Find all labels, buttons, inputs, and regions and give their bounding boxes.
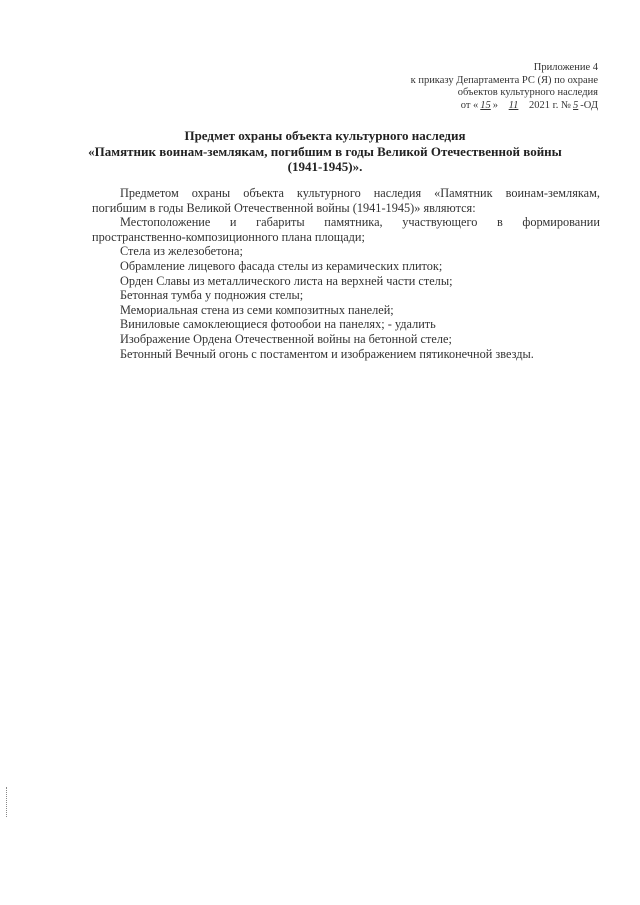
list-item: Мемориальная стена из семи композитных панелей; bbox=[120, 302, 394, 317]
document-title bbox=[60, 128, 590, 175]
order-suffix: -ОД bbox=[580, 99, 598, 111]
order-reference-cont: объектов культурного наследия bbox=[457, 87, 598, 98]
scan-edge-mark bbox=[6, 787, 8, 817]
list-item: Орден Славы из металлического листа на верхней части стелы; bbox=[120, 273, 453, 288]
title-line-2: «Памятник воинам-землякам, погибшим в годы Великой Отечественной войны bbox=[88, 143, 562, 159]
intro-paragraph-line-1: Предметом охраны объекта культурного наследия «Памятник воинам-землякам, bbox=[120, 186, 600, 200]
location-item-line-1: Местоположение и габариты памятника, участвующего в формировании bbox=[120, 215, 600, 230]
intro-paragraph-line-2: погибшим в годы Великой Отечественной войны (1941-1945)» являются: bbox=[92, 200, 476, 215]
order-month: 11 bbox=[508, 99, 519, 111]
list-item: Изображение Ордена Отечественной войны на бетонной стеле; bbox=[120, 331, 452, 346]
order-number: 5 bbox=[573, 99, 579, 111]
date-prefix: от « bbox=[460, 99, 479, 111]
list-item: Бетонная тумба у подножия стелы; bbox=[120, 288, 304, 303]
list-item: Стела из железобетона; bbox=[120, 244, 243, 259]
list-item: Виниловые самоклеющиеся фотообои на панелях; - удалить bbox=[120, 317, 436, 332]
title-line-3: (1941-1945)». bbox=[287, 159, 363, 174]
appendix-number: Приложение 4 bbox=[533, 62, 598, 73]
list-item: Бетонный Вечный огонь с постаментом и изображением пятиконечной звезды. bbox=[120, 346, 534, 361]
date-mid: » bbox=[492, 99, 499, 111]
list-item: Обрамление лицевого фасада стелы из керамических плиток; bbox=[120, 258, 443, 273]
order-year: 2021 г. № bbox=[529, 99, 572, 111]
order-date-line bbox=[338, 100, 598, 113]
title-line-1: Предмет охраны объекта культурного наследия bbox=[184, 128, 466, 143]
location-item-line-2: пространственно-композиционного плана площади; bbox=[92, 229, 365, 244]
document-body bbox=[92, 186, 600, 361]
order-day: 15 bbox=[480, 99, 491, 111]
appendix-header bbox=[338, 62, 598, 112]
order-reference: к приказу Департамента РС (Я) по охране bbox=[410, 74, 598, 86]
